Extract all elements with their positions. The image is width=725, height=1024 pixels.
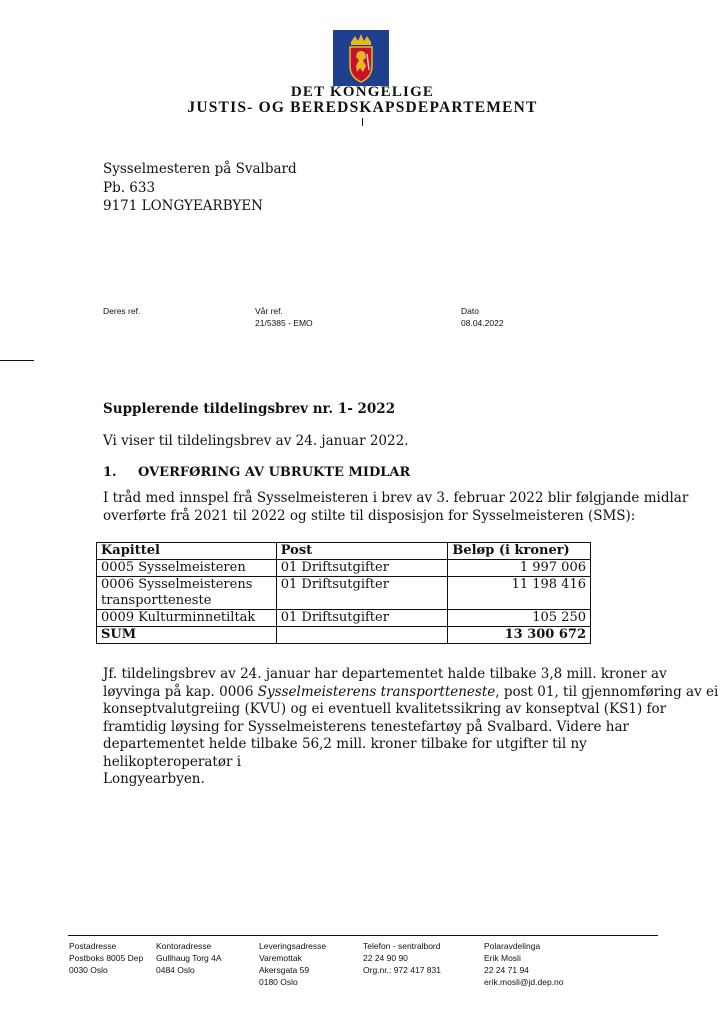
paragraph-line: I tråd med innspel frå Sysselmeisteren i brev av 3. februar 2022 blir følgjande midlar <box>103 490 689 506</box>
recipient-line: 9171 LONGYEARBYEN <box>103 198 263 214</box>
footer-leveringsadresse <box>259 940 326 988</box>
footer-email-link[interactable]: erik.mosli@jd.dep.no <box>484 977 564 987</box>
letter-subject: Supplerende tildelingsbrev nr. 1- 2022 <box>103 401 396 417</box>
cell-belop: 1 997 006 <box>448 560 591 577</box>
table-header-row <box>97 543 591 560</box>
header-belop: Beløp (i kroner) <box>448 543 591 560</box>
date-ref <box>461 305 504 329</box>
footer-value: Akersgata 59 <box>259 965 310 975</box>
date-label: Dato <box>461 306 479 316</box>
cell-belop: 105 250 <box>448 610 591 627</box>
footer-kontoradresse <box>156 940 222 976</box>
footer-value: 22 24 90 90 <box>363 953 408 963</box>
cell-belop: 11 198 416 <box>448 577 591 610</box>
header-post: Post <box>276 543 448 560</box>
footer-polaravdelinga <box>484 940 564 988</box>
cell-kapittel: 0006 Sysselmeisterens transportteneste <box>97 577 277 610</box>
footer-value: Gullhaug Torg 4A <box>156 953 222 963</box>
paragraph-line: framtidig løysing for Sysselmeisterens tenestefartøy på Svalbard. Videre har <box>103 718 629 735</box>
footer-divider <box>68 935 658 936</box>
paragraph-two <box>103 666 719 789</box>
sum-empty-cell <box>276 627 448 644</box>
sum-label: SUM <box>97 627 277 644</box>
recipient-line: Pb. 633 <box>103 179 156 196</box>
date-value: 08.04.2022 <box>461 318 504 328</box>
recipient-address <box>103 160 297 216</box>
footer-label: Telefon - sentralbord <box>363 941 441 951</box>
table-row <box>97 610 591 627</box>
footer-value: Postboks 8005 Dep <box>69 953 144 963</box>
footer-label: Postadresse <box>69 941 117 951</box>
paragraph-line <box>103 683 719 702</box>
var-ref <box>255 305 313 329</box>
paragraph-line: departementet helde tilbake 56,2 mill. kroner tilbake for utgifter til ny <box>103 736 587 752</box>
paragraph-line: overførte frå 2021 til 2022 og stilte til disposisjon for Sysselmeisteren (SMS): <box>103 507 636 524</box>
section-number: 1. <box>103 465 117 480</box>
letterhead-line2: JUSTIS- OG BEREDSKAPSDEPARTEMENT <box>187 99 538 116</box>
footer-postadresse <box>69 940 143 976</box>
allocation-table <box>96 542 591 644</box>
footer-value: 0180 Oslo <box>259 977 298 987</box>
footer-value: 0484 Oslo <box>156 965 195 975</box>
recipient-line: Sysselmesteren på Svalbard <box>103 161 297 177</box>
footer-value: 0030 Oslo <box>69 965 108 975</box>
footer-value: 22 24 71 94 <box>484 965 529 975</box>
footer-telefon <box>363 940 441 976</box>
paragraph-line: Longyearbyen. <box>103 771 205 787</box>
cell-post: 01 Driftsutgifter <box>276 560 448 577</box>
deres-ref-label: Deres ref. <box>103 306 141 316</box>
footer-label: Leveringsadresse <box>259 941 327 951</box>
letterhead-line1: DET KONGELIGE <box>290 84 435 100</box>
table-row <box>97 560 591 577</box>
footer-value: Erik Mosli <box>484 953 521 963</box>
footer-label: Polaravdelinga <box>484 941 541 951</box>
text-run: , post 01, til gjennomføring av ei <box>495 683 719 700</box>
section-paragraph <box>103 490 689 525</box>
footer-value: Org.nr.: 972 417 831 <box>363 965 441 975</box>
header-kapittel: Kapittel <box>97 543 277 560</box>
deres-ref <box>103 305 140 317</box>
intro-paragraph: Vi viser til tildelingsbrev av 24. januar 2022. <box>103 433 409 449</box>
table-row <box>97 577 591 610</box>
cell-post: 01 Driftsutgifter <box>276 577 448 610</box>
var-ref-value: 21/5385 - EMO <box>255 318 313 328</box>
coat-of-arms-icon <box>333 30 389 86</box>
paragraph-line: Jf. tildelingsbrev av 24. januar har departementet halde tilbake 3,8 mill. kroner av <box>103 666 667 682</box>
letterhead-divider <box>362 118 363 126</box>
fold-mark <box>0 360 34 361</box>
cell-kapittel: 0009 Kulturminnetiltak <box>97 610 277 627</box>
section-title: OVERFØRING AV UBRUKTE MIDLAR <box>138 465 411 480</box>
section-heading <box>103 465 410 480</box>
paragraph-line: helikopteroperatør i <box>103 753 242 770</box>
var-ref-label: Vår ref. <box>255 306 283 316</box>
text-run: løyvinga på kap. 0006 <box>103 683 258 700</box>
footer-value: Varemottak <box>259 953 302 963</box>
paragraph-line: konseptvalutgreiing (KVU) og ei eventuell kvalitetssikring av konseptval (KS1) for <box>103 701 667 717</box>
footer-label: Kontoradresse <box>156 941 212 951</box>
table-sum-row <box>97 627 591 644</box>
cell-post: 01 Driftsutgifter <box>276 610 448 627</box>
cell-kapittel: 0005 Sysselmeisteren <box>97 560 277 577</box>
sum-value: 13 300 672 <box>448 627 591 644</box>
italic-text-run: Sysselmeisterens transportteneste <box>257 683 496 700</box>
